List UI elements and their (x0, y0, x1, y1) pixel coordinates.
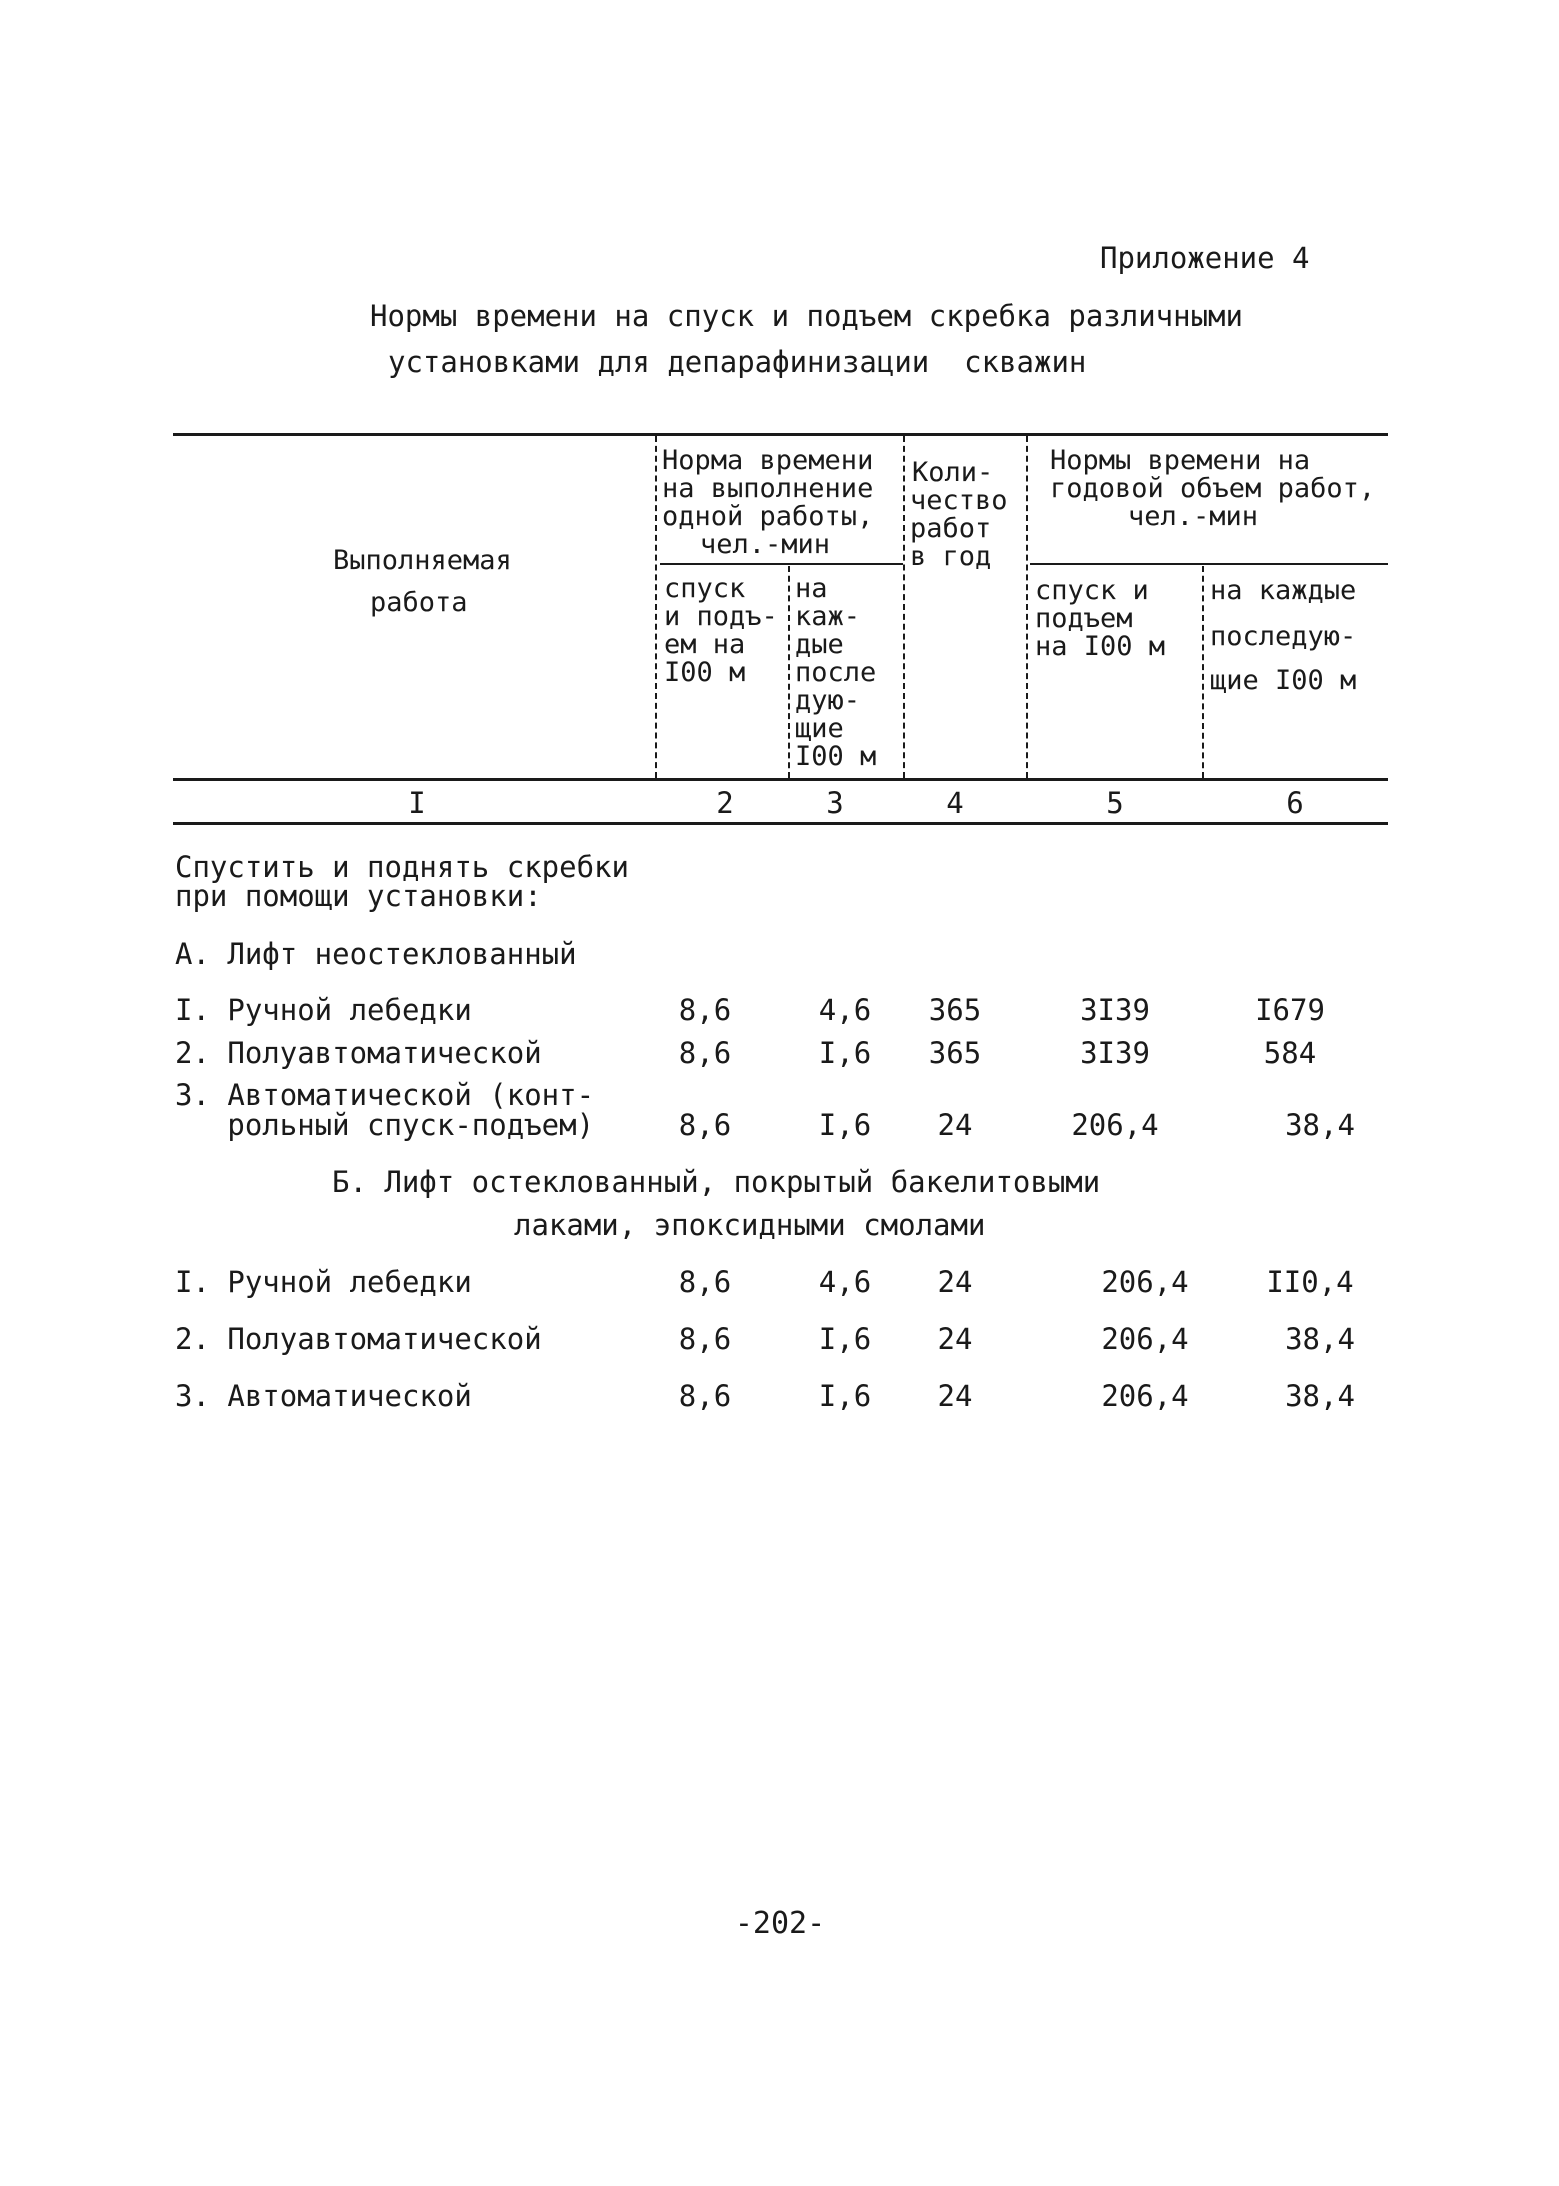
cell-annual-100m: 3I39 (1080, 993, 1150, 1027)
header-work-line-2: работа (370, 587, 468, 618)
cell-norm-100m: 8,6 (678, 1108, 732, 1142)
header-col3-line-7: I00 м (795, 741, 877, 772)
document-title-line-1: Нормы времени на спуск и подъем скребка различными (370, 299, 1243, 333)
cell-norm-100m: 8,6 (678, 1322, 732, 1356)
row-name: 3. Автоматической (175, 1379, 472, 1413)
cell-count-per-year: 24 (937, 1322, 973, 1356)
header-col3-line-4: после (795, 657, 877, 688)
header-work-line-1: Выполняемая (333, 545, 512, 576)
cell-annual-100m: 3I39 (1080, 1036, 1150, 1070)
table-top-rule (173, 433, 1388, 436)
column-separator (788, 566, 790, 778)
header-col3-line-5: дую- (795, 685, 861, 716)
page-number: -202- (734, 1906, 826, 1941)
header-annual-line-3: чел.-мин (1128, 501, 1259, 532)
header-col2-line-3: ем на (664, 629, 746, 660)
cell-count-per-year: 365 (928, 993, 982, 1027)
intro-line-1: Спустить и поднять скребки (175, 850, 629, 884)
header-col6-line-1: на каждые (1210, 575, 1357, 606)
cell-annual-100m: 206,4 (1071, 1108, 1159, 1142)
section-b-title-line-2: лаками, эпоксидными смолами (514, 1208, 986, 1242)
header-annual-line-1: Нормы времени на (1050, 445, 1311, 476)
header-col5-line-1: спуск и (1035, 575, 1149, 606)
column-separator (903, 436, 905, 778)
header-col2-line-1: спуск (664, 573, 746, 604)
row-name: I. Ручной лебедки (175, 1265, 472, 1299)
header-col4-line-4: в год (910, 541, 992, 572)
header-col2-line-2: и подъ- (664, 601, 778, 632)
section-a-title: А. Лифт неостеклованный (175, 937, 577, 971)
document-title-line-2: установками для депарафинизации скважин (388, 345, 1087, 379)
header-col3-line-6: щие (795, 713, 844, 744)
row-name: 2. Полуавтоматической (175, 1036, 542, 1070)
cell-norm-100m: 8,6 (678, 1379, 732, 1413)
header-col5-line-3: на I00 м (1035, 631, 1166, 662)
cell-norm-next-100m: I,6 (818, 1108, 872, 1142)
cell-annual-next-100m: 584 (1263, 1036, 1317, 1070)
row-name: 3. Автоматической (конт- (175, 1078, 595, 1112)
column-numbers-rule (173, 822, 1388, 825)
cell-annual-100m: 206,4 (1101, 1265, 1189, 1299)
header-norm-line-1: Норма времени (662, 445, 874, 476)
cell-count-per-year: 24 (937, 1108, 973, 1142)
cell-annual-next-100m: 38,4 (1285, 1379, 1355, 1413)
cell-norm-100m: 8,6 (678, 993, 732, 1027)
cell-norm-next-100m: I,6 (818, 1322, 872, 1356)
column-separator (1026, 436, 1028, 778)
header-col3-line-2: каж- (795, 601, 861, 632)
header-norm-line-3: одной работы, (662, 501, 874, 532)
header-col4-line-1: Коли- (912, 457, 994, 488)
cell-norm-100m: 8,6 (678, 1036, 732, 1070)
header-col5-line-2: подъем (1035, 603, 1133, 634)
cell-count-per-year: 24 (937, 1265, 973, 1299)
header-col2-line-4: I00 м (664, 657, 746, 688)
header-col4-line-3: работ (910, 513, 992, 544)
header-annual-line-2: годовой объем работ, (1050, 473, 1376, 504)
norm-subheader-rule (660, 563, 903, 565)
column-number: 5 (1106, 786, 1124, 820)
column-number: 4 (946, 786, 964, 820)
column-number: 2 (716, 786, 734, 820)
cell-norm-next-100m: 4,6 (818, 1265, 872, 1299)
column-separator (1202, 566, 1204, 778)
header-col6-line-2: последую- (1210, 621, 1357, 652)
cell-annual-next-100m: I679 (1255, 993, 1325, 1027)
cell-norm-next-100m: 4,6 (818, 993, 872, 1027)
header-norm-line-4: чел.-мин (700, 529, 831, 560)
section-b-title-line-1: Б. Лифт остеклованный, покрытый бакелитовыми (332, 1165, 1101, 1199)
header-col3-line-3: дые (795, 629, 844, 660)
column-separator (655, 436, 657, 778)
row-name: 2. Полуавтоматической (175, 1322, 542, 1356)
column-number: I (408, 786, 426, 820)
column-number: 6 (1286, 786, 1304, 820)
cell-norm-100m: 8,6 (678, 1265, 732, 1299)
cell-norm-next-100m: I,6 (818, 1379, 872, 1413)
header-col3-line-1: на (795, 573, 828, 604)
row-name-continued: рольный спуск-подъем) (175, 1108, 595, 1142)
cell-count-per-year: 24 (937, 1379, 973, 1413)
column-number: 3 (826, 786, 844, 820)
table-header-bottom-rule (173, 778, 1388, 781)
header-col4-line-2: чество (910, 485, 1008, 516)
cell-annual-next-100m: 38,4 (1285, 1108, 1355, 1142)
cell-annual-next-100m: II0,4 (1266, 1265, 1354, 1299)
intro-line-2: при помощи установки: (175, 879, 542, 913)
cell-count-per-year: 365 (928, 1036, 982, 1070)
cell-norm-next-100m: I,6 (818, 1036, 872, 1070)
cell-annual-100m: 206,4 (1101, 1322, 1189, 1356)
header-col6-line-3: щие I00 м (1210, 665, 1357, 696)
cell-annual-next-100m: 38,4 (1285, 1322, 1355, 1356)
row-name: I. Ручной лебедки (175, 993, 472, 1027)
header-norm-line-2: на выполнение (662, 473, 874, 504)
annual-subheader-rule (1030, 563, 1388, 565)
appendix-label: Приложение 4 (1100, 241, 1310, 275)
cell-annual-100m: 206,4 (1101, 1379, 1189, 1413)
